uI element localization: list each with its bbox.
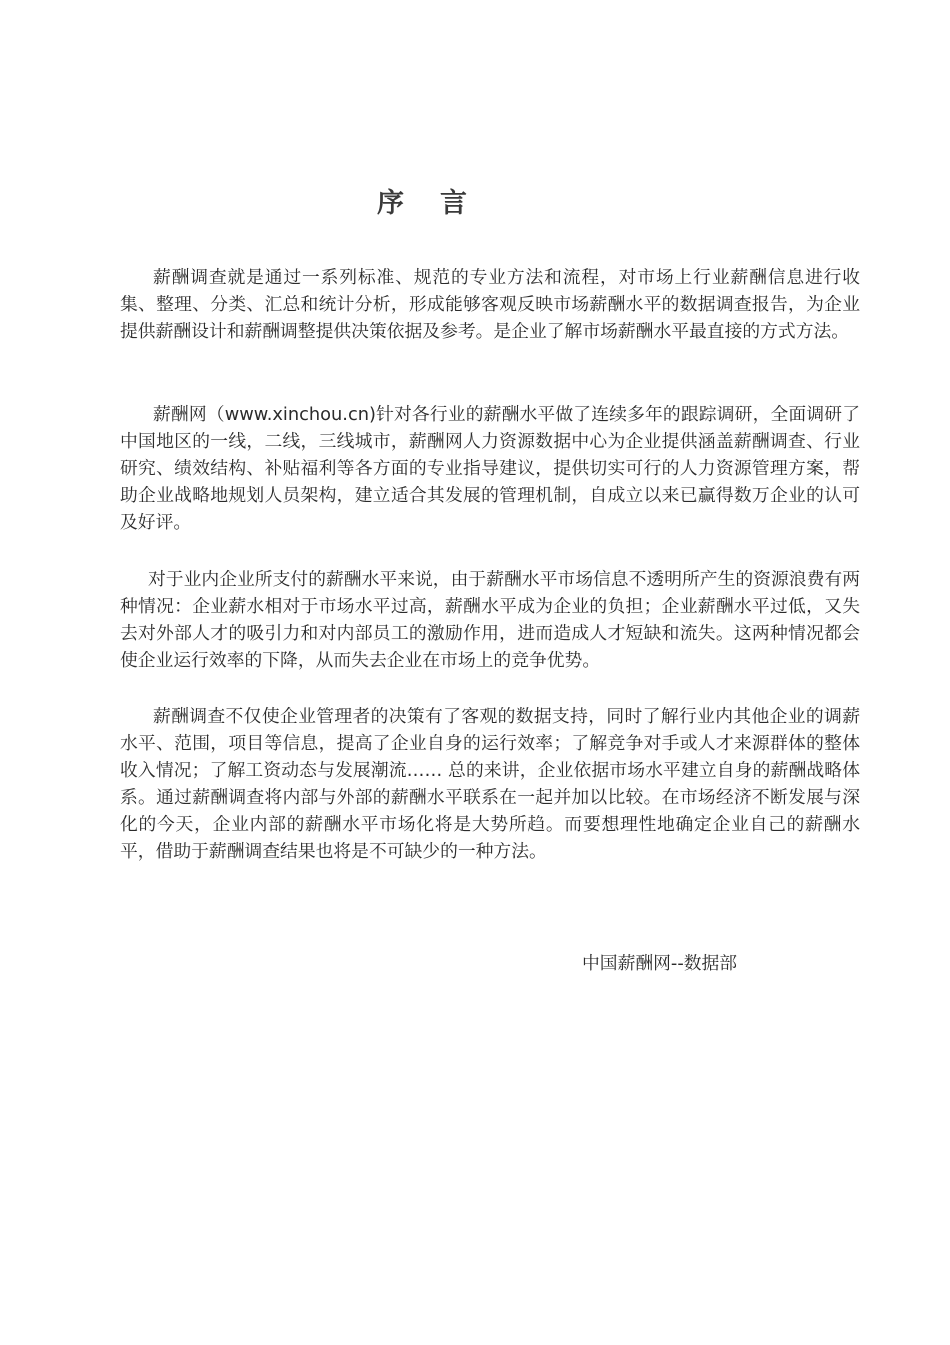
paragraph-survey-benefits: 薪酬调查不仅使企业管理者的决策有了客观的数据支持，同时了解行业内其他企业的调薪水平、范围，项目等信息，提高了企业自身的运行效率；了解竞争对手或人才来源群体的整体收入情况；了解工资动态与发展潮流…… 总的来讲，企业依据市场水平建立自身的薪酬战略体系。通过薪酬调查将内部与外部的薪酬水平联系在一起并加以比较。在市场经济不断发展与深化的今天，企业内部的薪酬水平市场化将是大势所趋。而要想理性地确定企业自己的薪酬水平，借助于薪酬调查结果也将是不可缺少的一种方法。 xyxy=(120,706,860,862)
paragraph-salary-level-issues: 对于业内企业所支付的薪酬水平来说，由于薪酬水平市场信息不透明所产生的资源浪费有两种情况：企业薪水相对于市场水平过高，薪酬水平成为企业的负担；企业薪酬水平过低，又失去对外部人才的吸引力和对内部员工的激励作用，进而造成人才短缺和流失。这两种情况都会使企业运行效率的下降，从而失去企业在市场上的竞争优势。 xyxy=(120,569,860,671)
signature: 中国薪酬网--数据部 xyxy=(582,953,738,974)
paragraph-intro: 薪酬调查就是通过一系列标准、规范的专业方法和流程，对市场上行业薪酬信息进行收集、整理、分类、汇总和统计分析，形成能够客观反映市场薪酬水平的数据调查报告，为企业提供薪酬设计和薪酬调整提供决策依据及参考。是企业了解市场薪酬水平最直接的方式方法。 xyxy=(120,267,860,342)
page-title: 序言 xyxy=(377,188,503,219)
paragraph-xinchou-network: 薪酬网（www.xinchou.cn)针对各行业的薪酬水平做了连续多年的跟踪调研，全面调研了中国地区的一线，二线，三线城市，薪酬网人力资源数据中心为企业提供涵盖薪酬调查、行业研究、绩效结构、补贴福利等各方面的专业指导建议，提供切实可行的人力资源管理方案，帮助企业战略地规划人员架构，建立适合其发展的管理机制，自成立以来已赢得数万企业的认可及好评。 xyxy=(120,404,860,533)
